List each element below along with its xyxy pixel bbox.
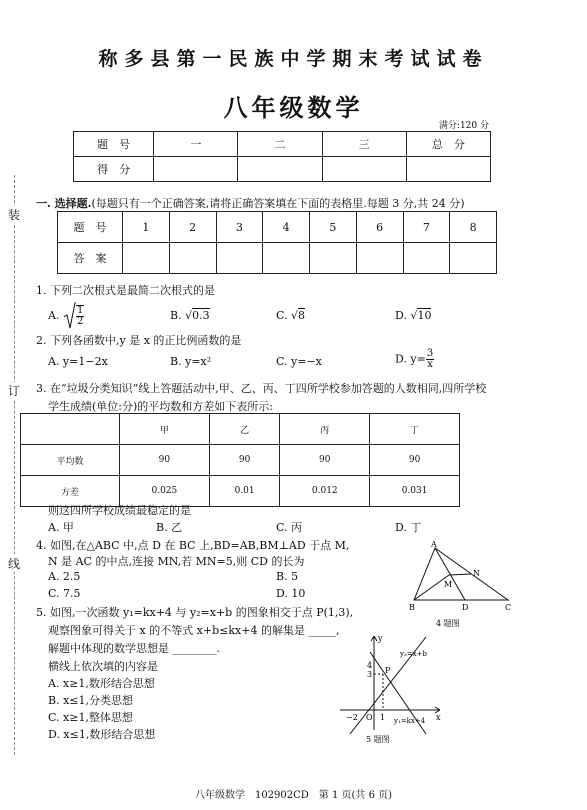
q3-option-c: C. 丙	[276, 521, 303, 534]
q1-option-a	[48, 302, 84, 330]
y-axis-label: y	[378, 634, 383, 643]
score-input-cell	[154, 157, 238, 182]
label-d: D	[462, 603, 469, 612]
q5-line3: 解题中体现的数学思想是 ________.	[48, 642, 220, 655]
q4-option-d: D. 10	[276, 587, 306, 600]
q2-option-d	[395, 349, 434, 370]
radicand: 0.3	[192, 309, 210, 322]
answer-blank	[263, 243, 310, 274]
answer-blank	[450, 243, 497, 274]
variance-header: 乙	[209, 414, 280, 445]
label-b: B	[409, 603, 415, 612]
variance-cell: 平均数	[21, 445, 120, 476]
score-input-cell	[406, 157, 490, 182]
answer-blank	[216, 243, 263, 274]
q2-option-c: C. y=−x	[276, 355, 322, 368]
answer-number: 6	[356, 212, 403, 243]
score-input-cell	[238, 157, 322, 182]
tick-neg2: −2	[346, 713, 358, 722]
answer-label: 答 案	[58, 243, 123, 274]
radicand: 10	[417, 309, 432, 322]
variance-header: 丙	[280, 414, 370, 445]
answer-blank	[356, 243, 403, 274]
q4-line2: N 是 AC 的中点,连接 MN,若 MN=5,则 CD 的长为	[48, 555, 305, 568]
label-c: C	[505, 603, 512, 612]
score-table	[73, 131, 491, 182]
tick-1: 1	[380, 713, 386, 722]
option-letter: A.	[48, 309, 60, 322]
answer-number: 3	[216, 212, 263, 243]
answer-number: 2	[169, 212, 216, 243]
q5-option-b: B. x≤1,分类思想	[48, 694, 133, 707]
table-row	[21, 445, 460, 476]
answer-number: 8	[450, 212, 497, 243]
q3-stem-line1: 3. 在“垃圾分类知识”线上答题活动中,甲、乙、丙、丁四所学校参加答题的人数相同,四所学校	[36, 382, 487, 395]
tick-3: 3	[367, 670, 373, 679]
score-cell: 三	[322, 132, 406, 157]
x-axis-label: x	[436, 713, 441, 722]
q2-option-a: A. y=1−2x	[48, 355, 108, 368]
q4-triangle-figure	[402, 538, 522, 630]
answer-number: 1	[123, 212, 170, 243]
variance-header: 甲	[120, 414, 210, 445]
score-cell: 题 号	[74, 132, 154, 157]
segment-mn	[449, 574, 471, 575]
q3-option-d: D. 丁	[395, 521, 422, 534]
variance-table	[20, 413, 460, 507]
answer-blank	[403, 243, 450, 274]
label-m: M	[444, 580, 453, 589]
fraction	[76, 305, 84, 327]
q1-stem: 1. 下列二次根式是最简二次根式的是	[36, 284, 215, 297]
line-y1-label: y₁=kx+4	[394, 717, 426, 725]
radical-icon	[63, 302, 76, 330]
score-cell: 二	[238, 132, 322, 157]
q5-figure-caption: 5 题图	[366, 735, 390, 744]
option-letter: D.	[395, 309, 407, 322]
q5-option-c: C. x≥1,整体思想	[48, 711, 133, 724]
q2-option-b: B. y=x²	[170, 355, 212, 368]
section1-heading	[36, 195, 465, 211]
answer-table	[57, 211, 497, 274]
q5-line4: 横线上依次填的内容是	[48, 660, 158, 673]
variance-cell: 90	[209, 445, 280, 476]
q1-option-d: D. √10	[395, 309, 432, 322]
margin-label-zhuang: 装	[8, 208, 21, 222]
answer-number: 7	[403, 212, 450, 243]
variance-header	[21, 414, 120, 445]
fraction-numerator: 1	[76, 305, 84, 316]
label-a: A	[431, 540, 437, 549]
q4-option-a: A. 2.5	[48, 570, 81, 583]
section1-title: 一. 选择题.	[36, 197, 92, 210]
fraction-denominator: x	[427, 359, 433, 370]
variance-cell: 方差	[21, 476, 120, 507]
q5-option-a: A. x≥1,数形结合思想	[48, 677, 155, 690]
answer-blank	[310, 243, 357, 274]
q3-option-b: B. 乙	[156, 521, 183, 534]
radicand: 8	[298, 309, 306, 322]
q4-line1: 4. 如图,在△ABC 中,点 D 在 BC 上,BD=AB,BM⊥AD 于点 M,	[36, 539, 350, 552]
variance-cell: 0.025	[120, 476, 210, 507]
line-y2-label: y₂=x+b	[400, 650, 427, 658]
fraction	[426, 349, 434, 370]
option-letter: C.	[276, 309, 288, 322]
full-marks: 满分:120 分	[438, 121, 489, 131]
school-title: 称多县第一民族中学期末考试试卷	[98, 48, 489, 70]
variance-cell: 90	[120, 445, 210, 476]
margin-label-xian: 线	[8, 557, 21, 571]
q2-stem: 2. 下列各函数中,y 是 x 的正比例函数的是	[36, 334, 242, 347]
variance-cell: 0.012	[280, 476, 370, 507]
label-n: N	[473, 569, 480, 578]
score-cell: 得 分	[74, 157, 154, 182]
q3-tail: 则这四所学校成绩最稳定的是	[48, 504, 191, 517]
margin-label-ding: 订	[8, 384, 21, 398]
score-cell: 一	[154, 132, 238, 157]
variance-cell: 0.01	[209, 476, 280, 507]
answer-number: 4	[263, 212, 310, 243]
q4-option-b: B. 5	[276, 570, 299, 583]
answer-blank	[123, 243, 170, 274]
tick-4: 4	[367, 661, 373, 670]
answer-number: 5	[310, 212, 357, 243]
q4-option-c: C. 7.5	[48, 587, 81, 600]
origin-label: O	[366, 713, 373, 722]
variance-cell: 0.031	[370, 476, 460, 507]
q3-option-a: A. 甲	[48, 521, 74, 534]
section1-instruction: (每题只有一个正确答案,请将正确答案填在下面的表格里.每题 3 分,共 24 分)	[91, 197, 465, 210]
page-footer: 八年级数学 102902CD 第 1 页(共 6 页)	[194, 790, 393, 801]
variance-cell: 90	[280, 445, 370, 476]
q3-stem-line2: 学生成绩(单位:分)的平均数和方差如下表所示:	[48, 400, 273, 413]
option-prefix: D. y=	[395, 352, 426, 366]
fraction-denominator: 2	[76, 316, 84, 327]
answer-header-label: 题 号	[58, 212, 123, 243]
q5-option-d: D. x≤1,数形结合思想	[48, 728, 156, 741]
variance-header: 丁	[370, 414, 460, 445]
subject-title: 八年级数学	[223, 93, 364, 122]
fraction-numerator: 3	[426, 348, 434, 359]
q1-option-b: B. √0.3	[170, 309, 210, 322]
q4-figure-caption: 4 题图	[436, 619, 460, 628]
variance-cell: 90	[370, 445, 460, 476]
q5-line2: 观察图象可得关于 x 的不等式 x+b≤kx+4 的解集是 _____,	[48, 624, 340, 637]
point-p-label: P	[385, 666, 391, 675]
binding-line	[14, 175, 15, 755]
q5-graph-figure	[336, 632, 448, 744]
answer-blank	[169, 243, 216, 274]
q1-option-c: C. √8	[276, 309, 306, 322]
option-letter: B.	[170, 309, 182, 322]
q5-line1: 5. 如图,一次函数 y₁=kx+4 与 y₂=x+b 的图象相交于点 P(1,3),	[36, 606, 354, 619]
score-input-cell	[322, 157, 406, 182]
score-cell: 总 分	[406, 132, 490, 157]
